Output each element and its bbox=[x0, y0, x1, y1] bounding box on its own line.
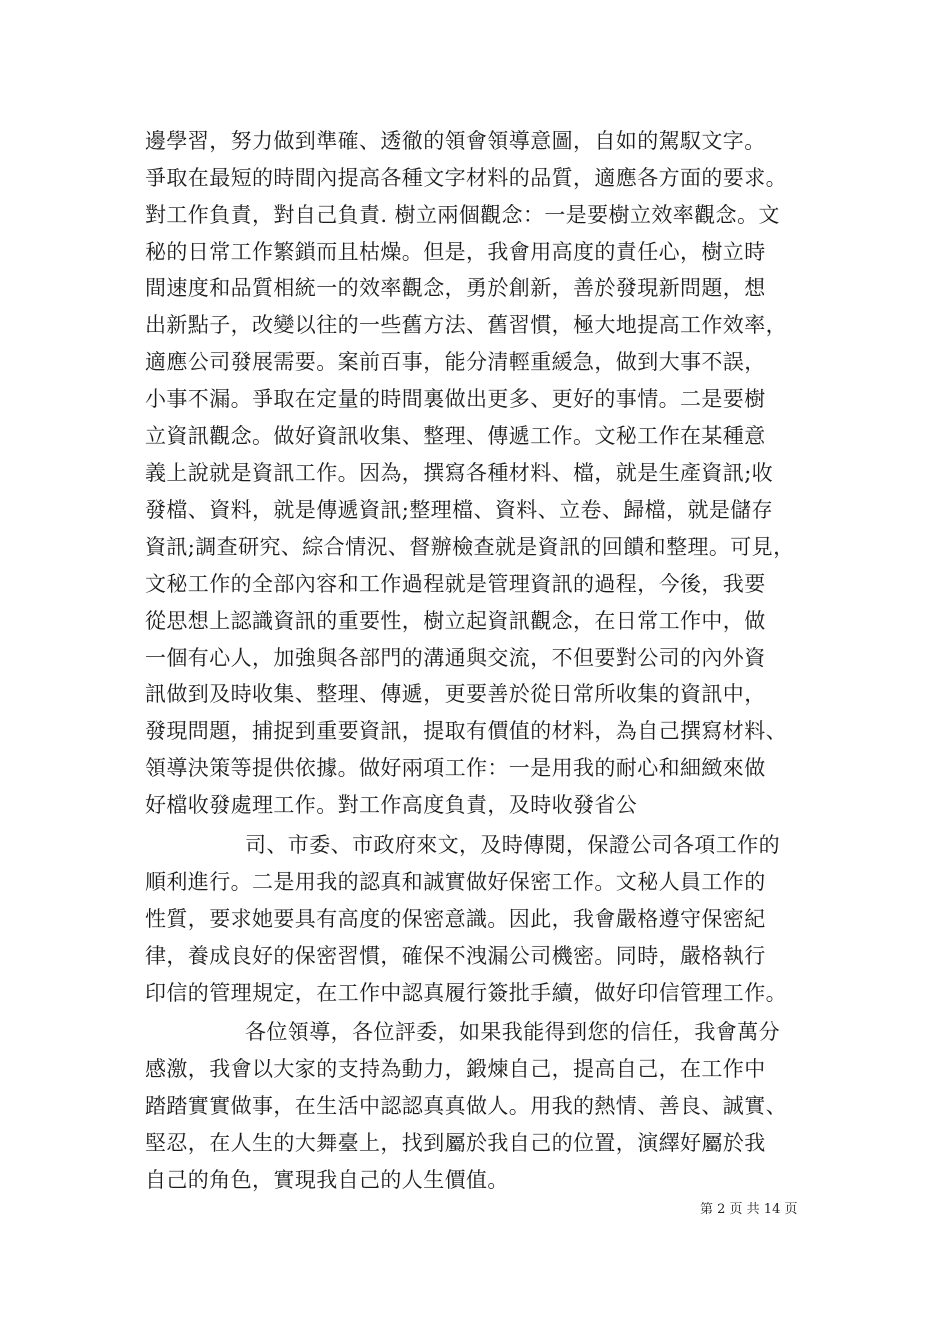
text-line: 出新點子，改變以往的一些舊方法、舊習慣，極大地提高工作效率， bbox=[145, 313, 787, 337]
text-line: 性質，要求她要具有高度的保密意識。因此，我會嚴格遵守保密紀 bbox=[145, 907, 766, 931]
text-line: 一個有心人，加強與各部門的溝通與交流，不但要對公司的內外資 bbox=[145, 646, 766, 670]
text-line: 印信的管理規定，在工作中認真履行簽批手續，做好印信管理工作。 bbox=[145, 981, 787, 1005]
text-line: 順利進行。二是用我的認真和誠實做好保密工作。文秘人員工作的 bbox=[145, 870, 766, 894]
text-line: 秘的日常工作繁鎖而且枯燥。但是，我會用高度的責任心，樹立時 bbox=[145, 240, 766, 264]
text-line: 踏踏實實做事，在生活中認認真真做人。用我的熱情、善良、誠實、 bbox=[145, 1094, 787, 1118]
text-line: 感激，我會以大家的支持為動力，鍛煉自己，提高自己，在工作中 bbox=[145, 1057, 766, 1081]
text-line: 間速度和品質相統一的效率觀念，勇於創新，善於發現新問題，想 bbox=[145, 276, 766, 300]
text-line: 司、市委、市政府來文，及時傳閱，保證公司各項工作的 bbox=[245, 833, 780, 857]
text-line: 適應公司發展需要。案前百事，能分清輕重緩急，做到大事不誤， bbox=[145, 350, 766, 374]
text-line: 各位領導，各位評委，如果我能得到您的信任，我會萬分 bbox=[245, 1020, 780, 1044]
text-line: 義上說就是資訊工作。因為，撰寫各種材料、檔，就是生產資訊;收 bbox=[145, 461, 774, 485]
text-line: 立資訊觀念。做好資訊收集、整理、傳遞工作。文秘工作在某種意 bbox=[145, 424, 766, 448]
text-line: 從思想上認識資訊的重要性，樹立起資訊觀念，在日常工作中，做 bbox=[145, 609, 766, 633]
text-line: 堅忍，在人生的大舞臺上，找到屬於我自己的位置，演繹好屬於我 bbox=[145, 1131, 766, 1155]
text-line: 律，養成良好的保密習慣，確保不洩漏公司機密。同時，嚴格執行 bbox=[145, 944, 766, 968]
text-line: 文秘工作的全部內容和工作過程就是管理資訊的過程，今後，我要 bbox=[145, 572, 766, 596]
text-line: 小事不漏。爭取在定量的時間裏做出更多、更好的事情。二是要樹 bbox=[145, 387, 766, 411]
text-line: 爭取在最短的時間內提高各種文字材料的品質，適應各方面的要求。 bbox=[145, 166, 787, 190]
text-line: 邊學習，努力做到準確、透徹的領會領導意圖，自如的駕馭文字。 bbox=[145, 129, 766, 153]
page-number: 第 2 页 共 14 页 bbox=[700, 1202, 798, 1217]
text-line: 訊做到及時收集、整理、傳遞，更要善於從日常所收集的資訊中， bbox=[145, 682, 766, 706]
text-line: 發現問題，捕捉到重要資訊，提取有價值的材料，為自己撰寫材料、 bbox=[145, 719, 787, 743]
text-line: 好檔收發處理工作。對工作高度負責，及時收發省公 bbox=[145, 793, 638, 817]
text-line: 發檔、資料，就是傳遞資訊;整理檔、資料、立卷、歸檔，就是儲存 bbox=[145, 498, 774, 522]
text-line: 資訊;調查研究、綜合情況、督辦檢查就是資訊的回饋和整理。可見， bbox=[145, 535, 795, 559]
text-line: 對工作負責，對自己負責. 樹立兩個觀念：一是要樹立效率觀念。文 bbox=[145, 203, 780, 227]
text-line: 自己的角色，實現我自己的人生價值。 bbox=[145, 1168, 509, 1192]
text-line: 領導決策等提供依據。做好兩項工作：一是用我的耐心和細緻來做 bbox=[145, 756, 766, 780]
